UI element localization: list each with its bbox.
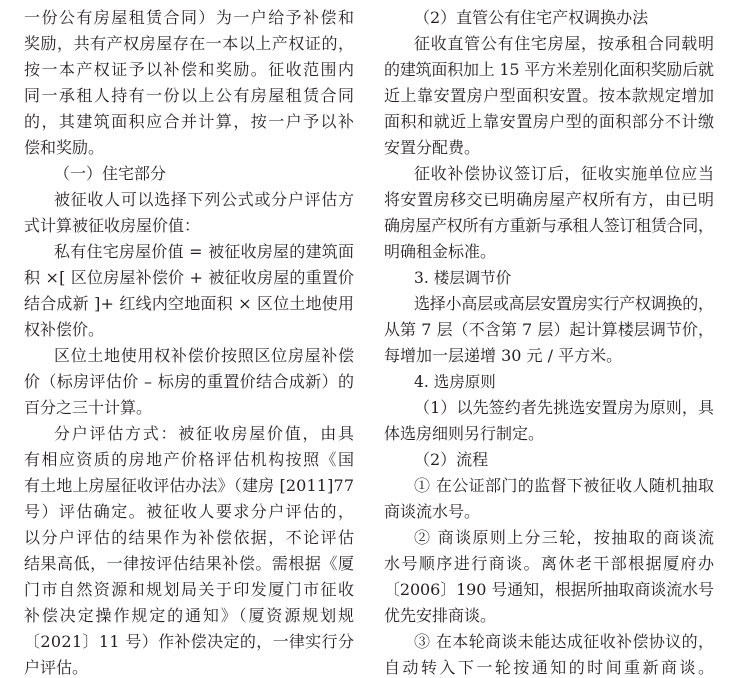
text-line: 按一本产权证予以补偿和奖励。征收范围内 <box>24 60 356 79</box>
text-line: 区位土地使用权补偿价按照区位房屋补偿 <box>54 346 355 365</box>
text-line: 有土地上房屋征收评估办法》（建房 [2011]77 <box>24 476 355 495</box>
text-line: 户评估。 <box>24 658 89 677</box>
text-line: 积 ×[ 区位房屋补偿价 + 被征收房屋的重置价 <box>24 268 355 287</box>
text-line: 3. 楼层调节价 <box>414 269 512 287</box>
text-line: 偿和奖励。 <box>24 138 105 157</box>
text-line: （2）直管公有住宅产权调换办法 <box>414 8 649 27</box>
text-line: 水号顺序进行商谈。离休老干部根据厦府办 <box>384 554 716 573</box>
text-line: 每增加一层递增 30 元 / 平方米。 <box>384 346 623 365</box>
text-line: 选择小高层或高层安置房实行产权调换的， <box>414 294 714 313</box>
text-line: 奖励，共有产权房屋存在一本以上产权证的， <box>24 34 355 53</box>
text-line: 明确租金标准。 <box>384 242 497 261</box>
text-line: 私有住宅房屋价值 = 被征收房屋的建筑面 <box>54 242 355 261</box>
text-line: 补偿决定操作规定的通知》（厦资源规划规 <box>24 606 356 625</box>
text-line: 分户评估方式：被征收房屋价值，由具 <box>54 424 356 443</box>
text-line: 结合成新 ]+ 红线内空地面积 × 区位土地使用 <box>24 294 355 313</box>
text-line: 从第 7 层（不含第 7 层）起计算楼层调节价， <box>384 320 715 339</box>
text-line: 安置分配费。 <box>384 138 481 157</box>
text-line: 自动转入下一轮按通知的时间重新商谈。 <box>384 658 717 677</box>
text-line: 〔2021〕11 号）作补偿决定的，一律实行分 <box>24 632 355 651</box>
text-line: 同一承租人持有一份以上公有房屋租赁合同 <box>24 86 356 105</box>
text-line: （1）以先签约者先挑选安置房为原则，具 <box>414 398 715 417</box>
text-line: （一）住宅部分 <box>54 164 167 183</box>
text-line: 优先安排商谈。 <box>384 606 497 625</box>
text-line: 门市自然资源和规划局关于印发厦门市征收 <box>24 580 356 599</box>
text-line: 权补偿价。 <box>24 320 105 339</box>
text-line: 被征收人可以选择下列公式或分户评估方 <box>54 190 355 209</box>
text-line: 将安置房移交已明确房屋产权所有方，由已明 <box>384 190 715 209</box>
text-line: 的建筑面积加上 15 平方米差别化面积奖励后就 <box>384 60 714 79</box>
text-line: 结果高低，一律按评估结果补偿。需根据《厦 <box>24 554 355 573</box>
text-line: （2）流程 <box>414 450 489 469</box>
text-line: 征收直管公有住宅房屋，按承租合同载明 <box>414 34 715 53</box>
text-line: 〔2006〕190 号通知，根据所抽取商谈流水号 <box>384 580 714 599</box>
text-line: 4. 选房原则 <box>414 373 496 391</box>
text-line: 面积和就近上靠安置房户型的面积部分不计缴 <box>384 112 715 131</box>
text-line: 号）评估确定。被征收人要求分户评估的， <box>24 502 356 521</box>
text-line: 体选房细则另行制定。 <box>384 424 545 443</box>
text-line: 的，其建筑面积应合并计算，按一户予以补 <box>24 112 356 131</box>
text-line: 确房屋产权所有方重新与承租人签订租赁合同， <box>384 216 714 235</box>
text-line: 式计算被征收房屋价值： <box>24 216 201 235</box>
text-line: ② 商谈原则上分三轮，按抽取的商谈流 <box>414 528 716 547</box>
text-line: 征收补偿协议签订后，征收实施单位应当 <box>414 164 715 183</box>
text-line: 以分户评估的结果作为补偿依据，不论评估 <box>24 528 356 547</box>
text-line: 一份公有房屋租赁合同）为一户给予补偿和 <box>24 8 356 27</box>
text-line: ① 在公证部门的监督下被征收人随机抽取 <box>414 476 715 495</box>
text-line: 有相应资质的房地产价格评估机构按照《国 <box>24 450 356 469</box>
text-line: 百分之三十计算。 <box>24 398 153 417</box>
text-line: 近上靠安置房户型面积安置。按本款规定增加 <box>384 86 715 105</box>
text-line: ③ 在本轮商谈未能达成征收补偿协议的， <box>414 632 715 651</box>
text-line: 价（标房评估价 – 标房的重置价结合成新）的 <box>24 372 355 391</box>
text-line: 商谈流水号。 <box>384 502 481 521</box>
